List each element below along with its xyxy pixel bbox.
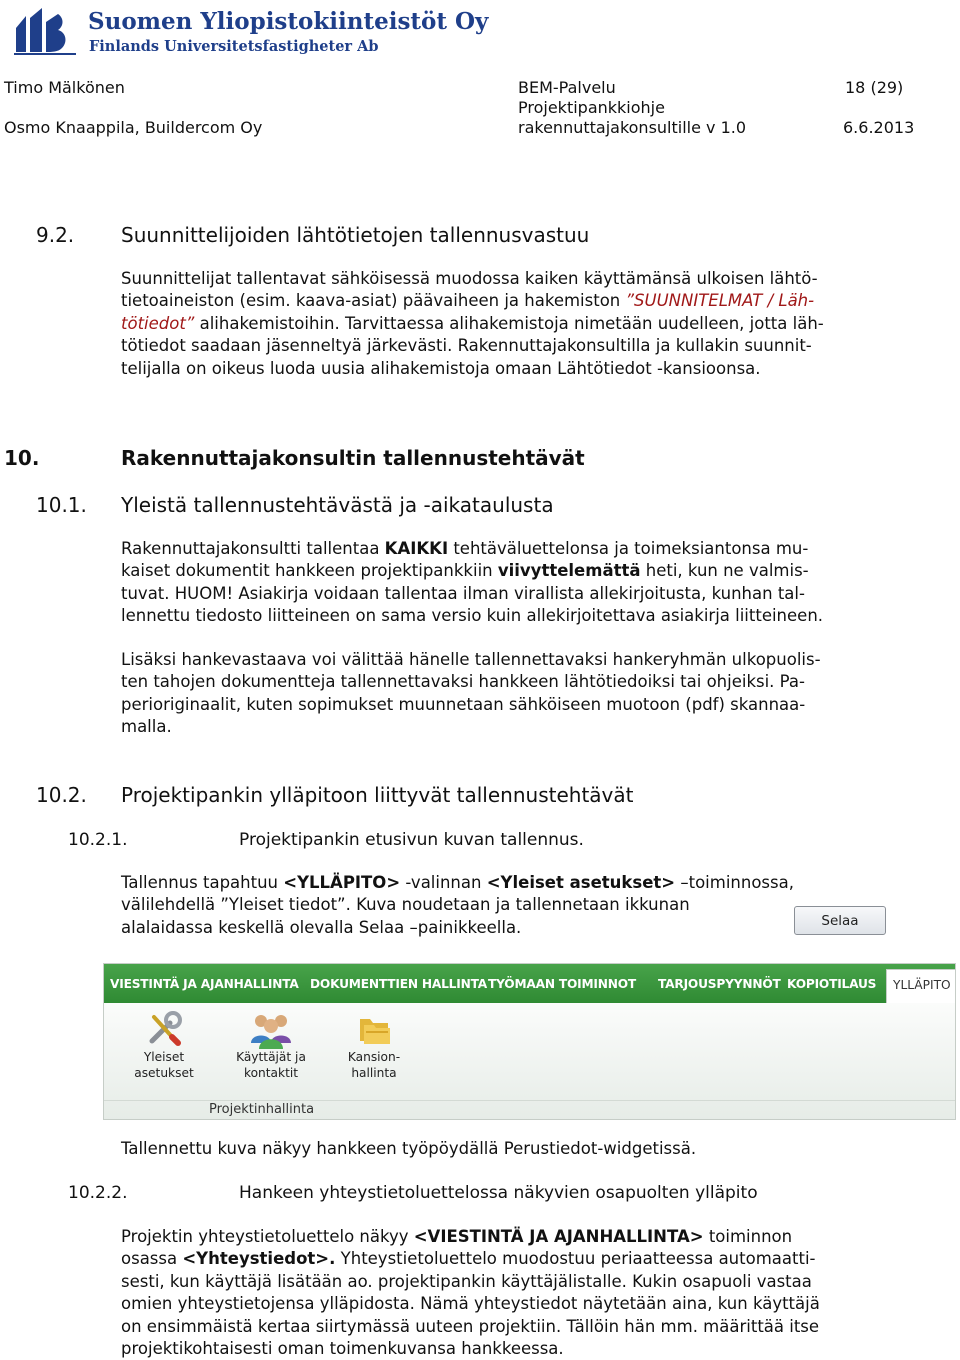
text-line (121, 872, 911, 894)
section-10-2-number: 10.2. (36, 783, 87, 807)
emphasis-text: viivyttelemättä (497, 561, 641, 581)
button-label-line: Kansion- (347, 1050, 401, 1064)
selaa-button[interactable]: Selaa (794, 906, 886, 935)
emphasis-text: KAIKKI (384, 539, 449, 558)
section-10-2-title: Projektipankin ylläpitoon liittyvät tallennustehtävät (121, 783, 634, 807)
tab-tyomaan-toiminnot[interactable]: TYÖMAAN TOIMINNOT (488, 977, 637, 991)
text-line: omien yhteystietojensa ylläpidosta. Nämä yhteystiedot näytetään aina, kun käyttäjä (121, 1294, 820, 1314)
text-run: tehtäväluettelonsa ja toimeksiantonsa mu- (448, 539, 809, 558)
group-divider (104, 1100, 956, 1101)
section-10-number: 10. (4, 446, 40, 470)
header-doc-service: BEM-Palvelu (518, 78, 616, 97)
text-line (121, 290, 911, 312)
text-run: kaiset dokumentit hankkeen projektipankkiin (121, 561, 498, 581)
header-doc-audience: rakennuttajakonsultille v 1.0 (518, 118, 747, 137)
text-line: telijalla on oikeus luoda uusia alihakemistoja omaan Lähtötiedot -kansioonsa. (121, 358, 761, 378)
text-line: välilehdellä ”Yleiset tiedot”. Kuva noudetaan ja tallennetaan ikkunan (121, 895, 690, 915)
button-label-line: kontaktit (243, 1066, 299, 1080)
text-line: sesti, kun käyttäjä lisätään ao. projektipankin käyttäjälistalle. Kukin osapuoli vastaa (121, 1271, 812, 1291)
menu-reference: <VIESTINTÄ JA AJANHALLINTA> (413, 1227, 704, 1246)
text-run: –toiminnossa, (675, 873, 794, 892)
section-9-2-number: 9.2. (36, 223, 75, 247)
text-run: tietoaineiston (esim. kaava-asiat) päävaiheen ja hakemiston (121, 291, 626, 311)
company-logo (12, 6, 489, 58)
text-line: Suunnittelijat tallentavat sähköisessä muodossa kaiken käyttämänsä ulkoisen lähtö- (121, 269, 818, 288)
users-group-icon (247, 1009, 295, 1049)
text-line: malla. (121, 717, 172, 737)
text-line: ten tahojen dokumentteja tallennettavaksi hankkeen lähtötiedoiksi tai ohjeiksi. Pa- (121, 672, 805, 692)
section-9-2-paragraph (121, 268, 911, 380)
tab-tarjouspyynnot[interactable]: TARJOUSPYYNNÖT (658, 977, 781, 991)
menu-reference: <Yleiset asetukset> (486, 873, 676, 892)
text-line: tötiedot saadaan jäsenneltyä järkevästi. Rakennuttajakonsultilla ja kullakin suunnit- (121, 336, 812, 356)
kansionhallinta-button[interactable] (334, 1009, 414, 1101)
folders-icon (354, 1009, 394, 1049)
text-line: projektikohtaisesti oman toimenkuvansa hankkeessa. (121, 1339, 564, 1359)
header-page-number: 18 (29) (845, 78, 904, 97)
section-10-2-2-number: 10.2.2. (68, 1183, 128, 1203)
text-run: osassa (121, 1249, 183, 1269)
tab-dokumenttien-hallinta[interactable]: DOKUMENTTIEN HALLINTA (310, 977, 487, 991)
yleiset-asetukset-button[interactable] (124, 1009, 204, 1101)
button-label-line: Käyttäjät ja (236, 1050, 306, 1064)
section-10-2-1-number: 10.2.1. (68, 830, 128, 850)
section-10-2-1-title: Projektipankin etusivun kuvan tallennus. (239, 830, 584, 850)
tab-kopiotilaus[interactable]: KOPIOTILAUS (787, 977, 877, 991)
kayttajat-ja-kontaktit-button[interactable] (226, 1009, 316, 1101)
section-10-1-title: Yleistä tallennustehtävästä ja -aikataulusta (121, 493, 554, 517)
text-run: Tallennus tapahtuu (121, 873, 284, 892)
folder-path: tötiedot” (121, 313, 195, 333)
text-run: Projektin yhteystietoluettelo näkyy (121, 1227, 414, 1246)
logo-name-fi: Suomen Yliopistokiinteistöt Oy (88, 8, 489, 35)
text-line: alalaidassa keskellä olevalla Selaa –painikkeella. (121, 917, 522, 937)
tab-viestinta[interactable]: VIESTINTÄ JA AJANHALLINTA (110, 977, 299, 991)
text-line (121, 313, 911, 335)
button-label-line: hallinta (351, 1066, 397, 1080)
text-line: lennettu tiedosto liitteineen on sama versio kuin allekirjoitettava asiakirja liitteineen. (121, 606, 824, 626)
text-run: -valinnan (400, 873, 487, 892)
text-run: toiminnon (703, 1227, 793, 1246)
text-run: Yhteystietoluettelo muodostuu periaatteessa automaatti- (335, 1249, 816, 1269)
menu-reference: <Yhteystiedot>. (182, 1249, 336, 1269)
text-line: perioriginaalit, kuten sopimukset muunnetaan sähköiseen muotoon (pdf) skannaa- (121, 694, 806, 714)
header-date: 6.6.2013 (843, 118, 915, 137)
header-author-2: Osmo Knaappila, Buildercom Oy (4, 118, 263, 137)
header-doc-title: Projektipankkiohje (518, 98, 665, 117)
text-line (121, 560, 911, 582)
text-line: Lisäksi hankevastaava voi välittää hänelle tallennettavaksi hankeryhmän ulkopuolis- (121, 650, 821, 669)
text-line: on ensimmäistä kertaa siirtymässä uuteen projektiin. Tällöin hän mm. määrittää itse (121, 1316, 820, 1336)
folder-path: ”SUUNNITELMAT / Läh- (625, 291, 815, 311)
header-author-1: Timo Mälkönen (4, 78, 125, 97)
section-10-1-paragraph-1 (121, 538, 911, 628)
tab-yllapito[interactable] (886, 969, 956, 1003)
ribbon-toolbar (103, 963, 956, 1120)
section-10-title: Rakennuttajakonsultin tallennustehtävät (121, 446, 585, 470)
section-10-2-2-paragraph (121, 1226, 911, 1360)
button-label-line: asetukset (134, 1066, 194, 1080)
wrench-screwdriver-icon (144, 1009, 184, 1049)
section-9-2-title: Suunnittelijoiden lähtötietojen tallennusvastuu (121, 223, 590, 247)
ribbon-tab-bar (104, 964, 956, 1003)
text-line: tuvat. HUOM! Asiakirja voidaan tallentaa ilman virallista allekirjoitusta, kunhan tal- (121, 583, 805, 603)
section-10-1-paragraph-2 (121, 649, 911, 739)
text-line (121, 1248, 911, 1270)
section-10-1-number: 10.1. (36, 493, 87, 517)
text-run: Rakennuttajakonsultti tallentaa (121, 539, 385, 558)
tab-yllapito-label: YLLÄPITO (893, 978, 951, 992)
section-10-2-2-title: Hankeen yhteystietoluettelossa näkyvien osapuolten ylläpito (239, 1183, 758, 1203)
ribbon-body (104, 1003, 956, 1120)
logo-emblem-icon (12, 6, 78, 56)
menu-reference: <YLLÄPITO> (283, 873, 401, 892)
saved-image-note: Tallennettu kuva näkyy hankkeen työpöydällä Perustiedot-widgetissä. (121, 1139, 697, 1158)
logo-name-sv: Finlands Universitetsfastigheter Ab (89, 38, 379, 55)
group-label-projektinhallinta: Projektinhallinta (209, 1102, 315, 1117)
text-run: alihakemistoihin. Tarvittaessa alihakemistoja nimetään uudelleen, jotta läh- (194, 313, 824, 333)
button-label-line: Yleiset (143, 1050, 185, 1064)
text-line (121, 1226, 911, 1248)
section-10-2-1-paragraph (121, 872, 911, 939)
text-line (121, 538, 911, 560)
text-run: heti, kun ne valmis- (640, 561, 809, 581)
